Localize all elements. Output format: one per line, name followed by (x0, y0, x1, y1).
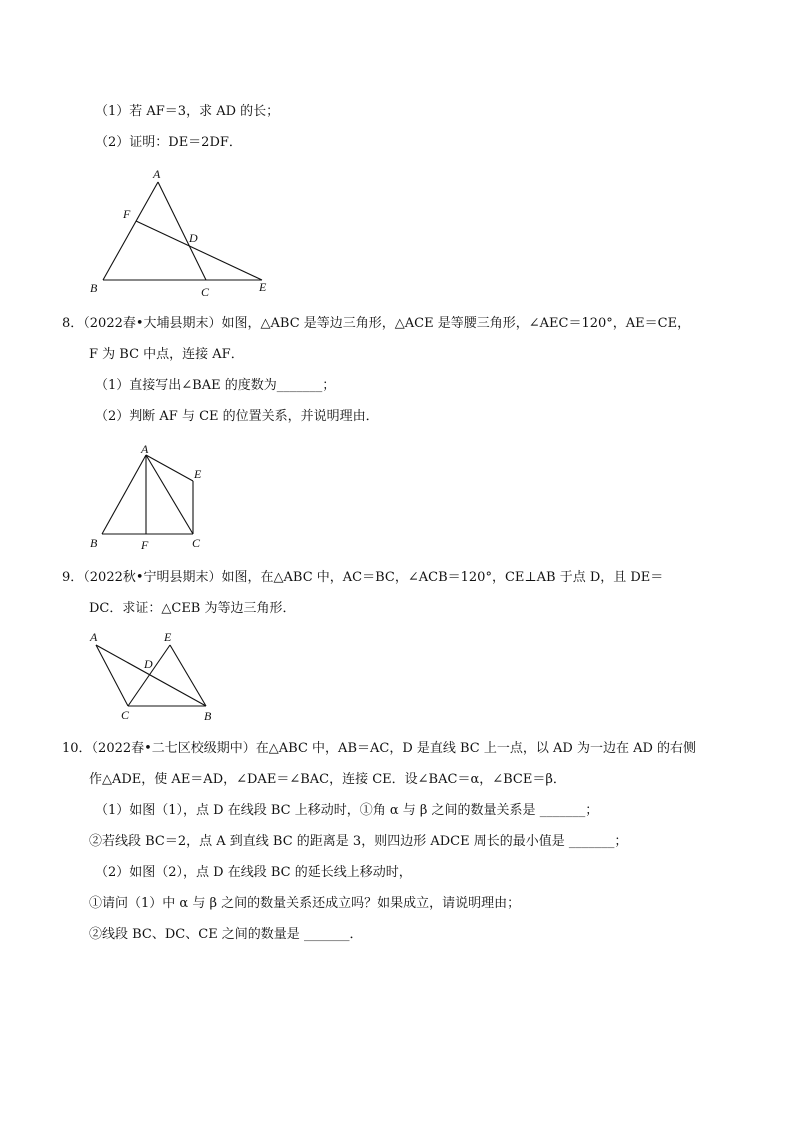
p7-label-A: A (153, 167, 161, 181)
p10-question-2: （2）如图（2），点 D 在线段 BC 的延长线上移动时， (95, 865, 412, 880)
p10-question-1: （1）如图（1），点 D 在线段 BC 上移动时，①角 α 与 β 之间的数量关系是 _______； (95, 803, 599, 818)
p10-question-2b: ②线段 BC、DC、CE 之间的数量是 _______． (89, 927, 363, 942)
p8-question-2: （2）判断 AF 与 CE 的位置关系，并说明理由． (95, 409, 379, 424)
p7-label-F: F (123, 207, 131, 221)
p9-statement-line-2: DC．求证：△CEB 为等边三角形． (89, 601, 296, 616)
p9-label-A: A (90, 630, 98, 644)
p7-label-B: B (90, 281, 98, 295)
p9-label-B: B (204, 709, 212, 723)
p8-label-F: F (141, 538, 149, 552)
p8-triangle-diagram (90, 442, 202, 552)
p10-question-2a: ①请问（1）中 α 与 β 之间的数量关系还成立吗？如果成立，请说明理由； (89, 896, 521, 911)
p10-statement-line-2: 作△ADE，使 AE＝AD，∠DAE＝∠BAC，连接 CE．设∠BAC＝α，∠BCE＝β． (89, 772, 566, 787)
p10-statement-line-1: 10．（2022春•二七区校级期中）在△ABC 中，AB＝AC，D 是直线 BC 上一点，以 AD 为一边在 AD 的右侧 (62, 741, 697, 756)
p7-label-C: C (201, 285, 210, 299)
p8-statement-line-2: F 为 BC 中点，连接 AF． (89, 347, 244, 362)
p9-statement-line-1: 9．（2022秋•宁明县期末）如图，在△ABC 中，AC＝BC，∠ACB＝120°，CE⊥AB 于点 D，且 DE＝ (62, 570, 664, 585)
p9-label-C: C (121, 708, 130, 722)
p9-label-D: D (144, 657, 153, 671)
p8-label-A: A (141, 442, 149, 456)
p9-triangle-diagram (89, 630, 212, 723)
p8-question-1: （1）直接写出∠BAE 的度数为_______； (95, 378, 336, 393)
p7-label-D: D (189, 231, 198, 245)
p8-label-E: E (194, 467, 202, 481)
p8-label-B: B (90, 536, 98, 550)
p8-statement-line-1: 8．（2022春•大埔县期末）如图，△ABC 是等边三角形，△ACE 是等腰三角形，∠AEC＝120°，AE＝CE， (62, 316, 691, 331)
p7-question-1: （1）若 AF＝3，求 AD 的长； (95, 104, 280, 119)
p7-label-E: E (259, 280, 267, 294)
p7-question-2: （2）证明：DE＝2DF． (95, 135, 242, 150)
p10-question-1b: ②若线段 BC＝2，点 A 到直线 BC 的距离是 3，则四边形 ADCE 周长的最小值是 _______； (89, 834, 628, 849)
p7-triangle-diagram (90, 167, 267, 299)
p9-label-E: E (164, 630, 172, 644)
p8-label-C: C (192, 536, 201, 550)
